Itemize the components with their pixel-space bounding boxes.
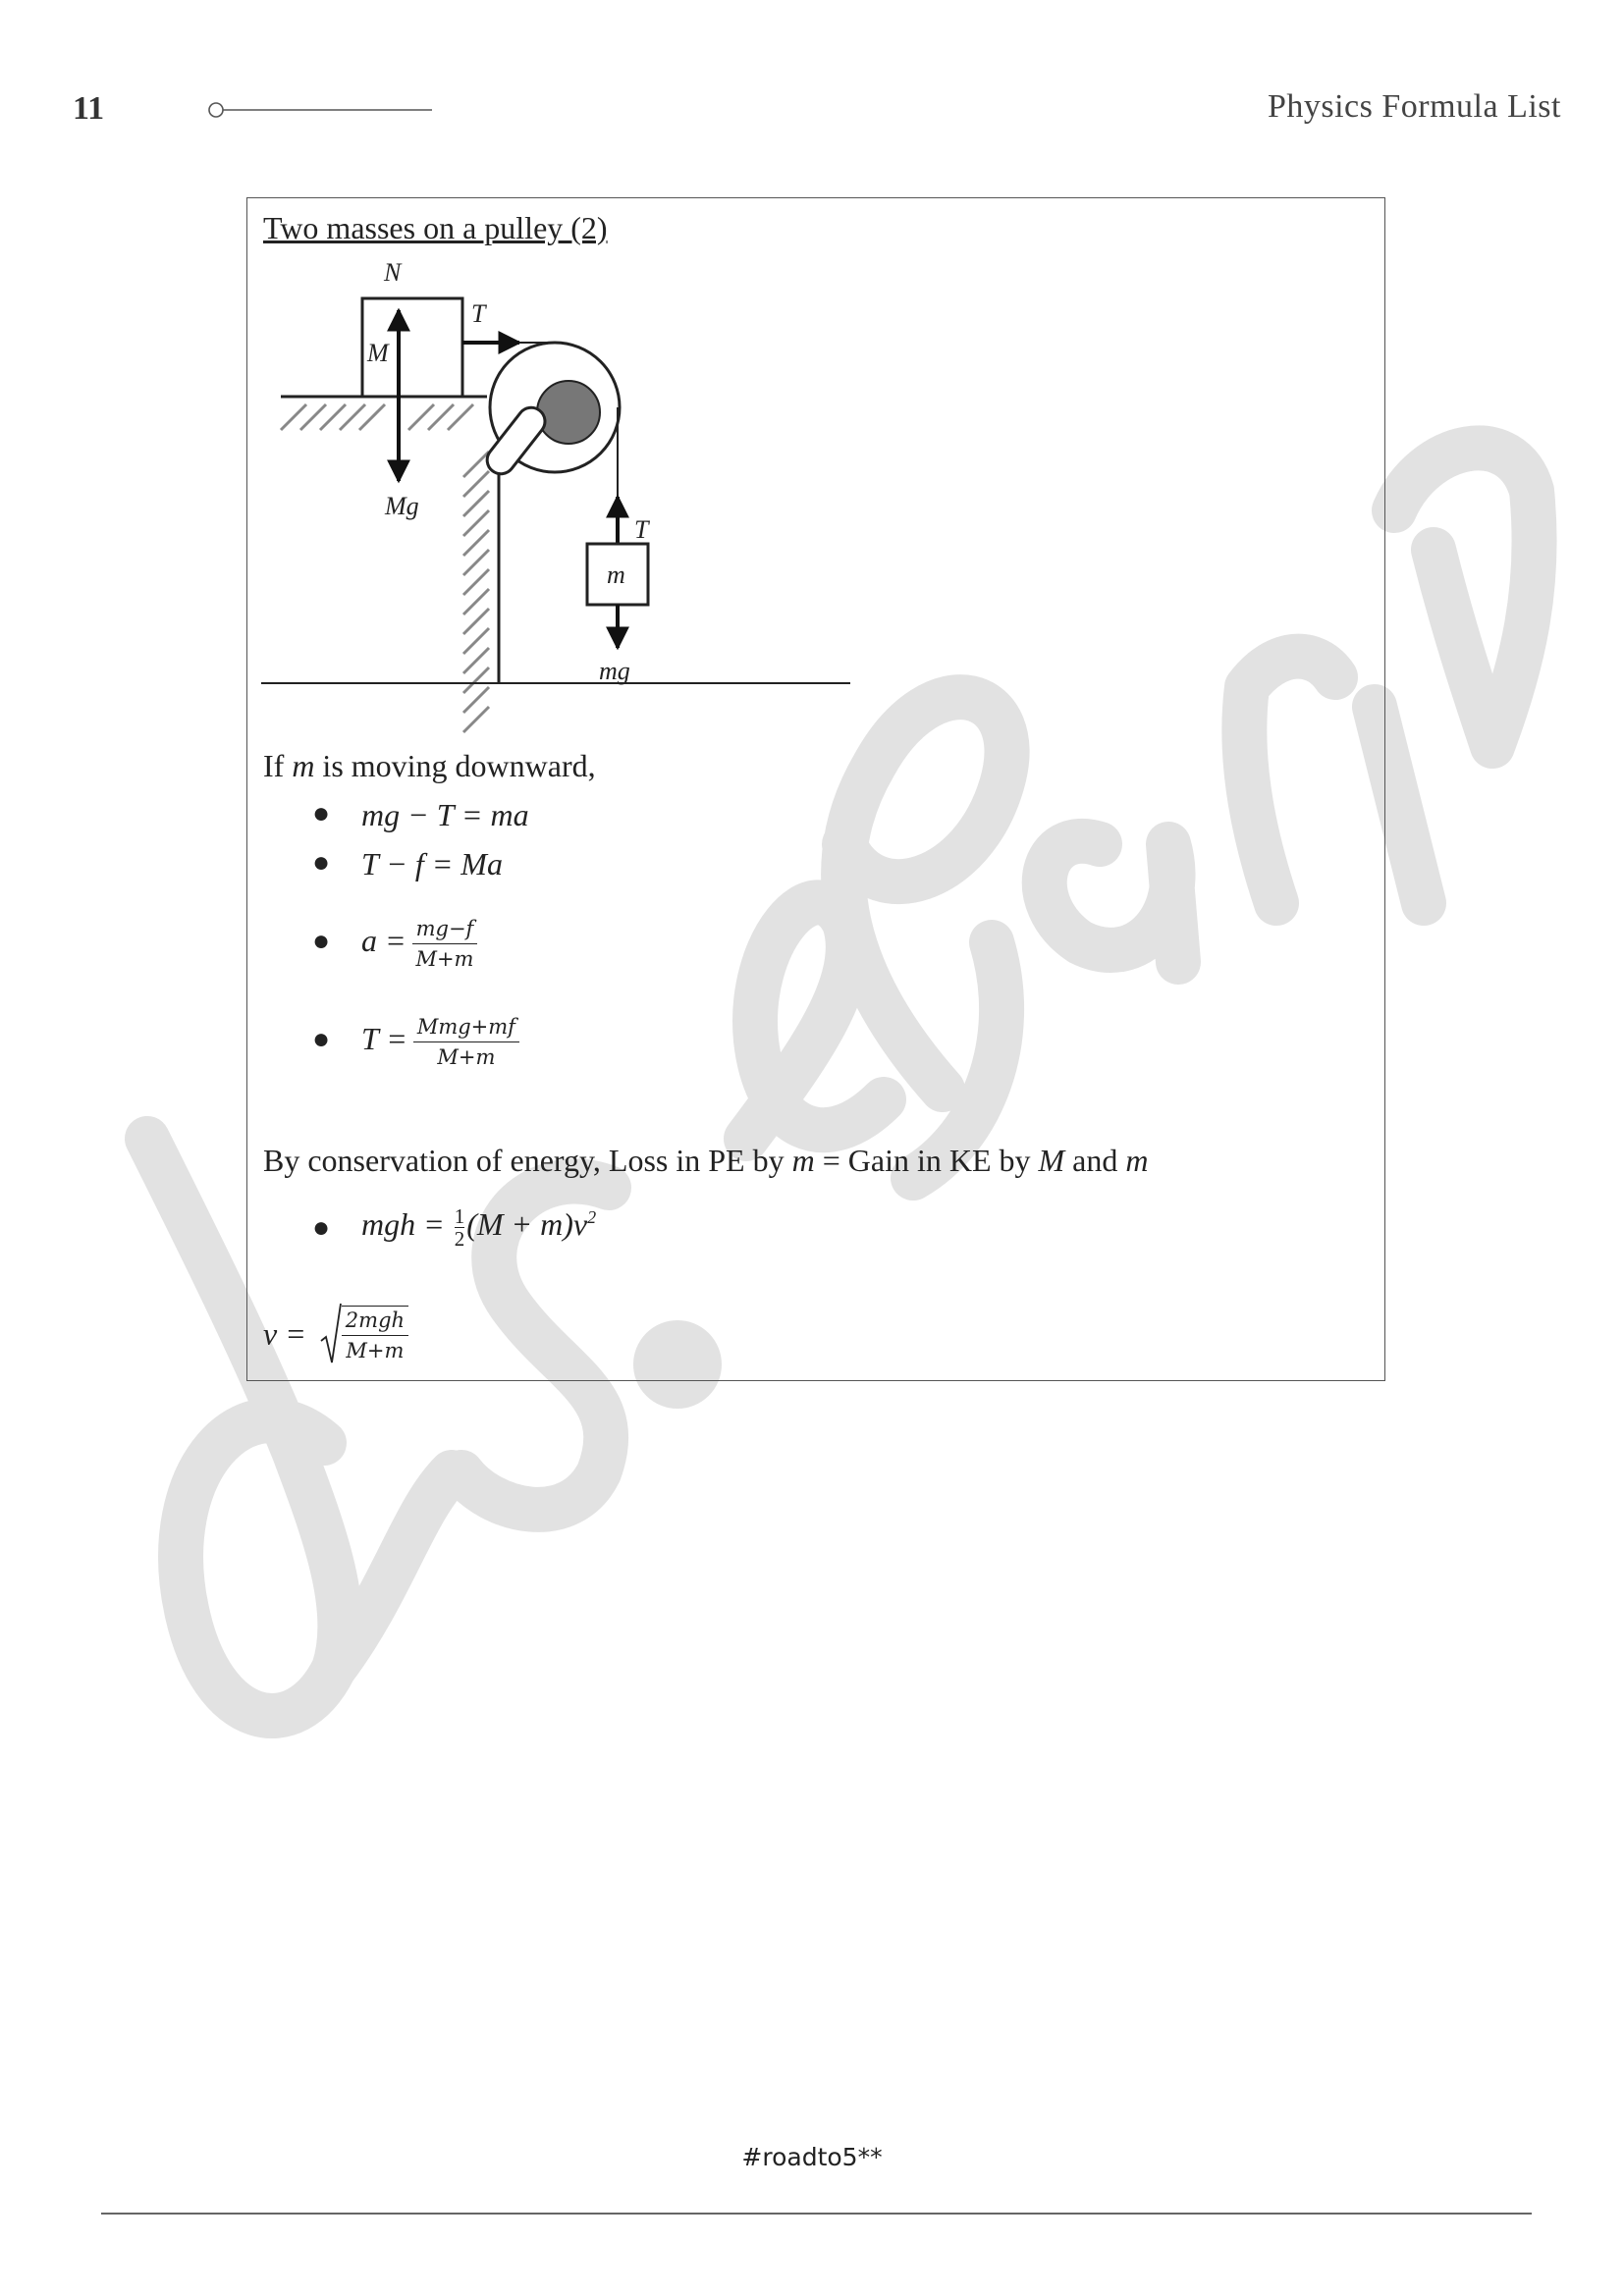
formula-box: Two masses on a pulley (2) N M T Mg T m mg If m is moving downward, ● mg − T = ma ● T − f = Ma ● a = $\frac{mg-f}{M+m}$ ● T = $\frac{\text{Mmg+mf}}{M+m}$ By conservation of energy, Loss in PE by m = Gain in KE by M and m ● mgh = $\frac{1}{2}$ $(M + m)v^2$ v = $\frac{\text{2mgh}}{M+m}$ bbox=[246, 197, 1385, 1381]
label-mg: mg bbox=[599, 657, 630, 685]
page-number: 11 bbox=[73, 90, 105, 127]
pulley-axle bbox=[537, 381, 600, 444]
table-hatching bbox=[281, 404, 473, 430]
intro-line: If m is moving downward, bbox=[263, 748, 596, 783]
wall-hatching bbox=[463, 452, 489, 732]
header-title: Physics Formula List bbox=[1267, 88, 1561, 125]
label-m: m bbox=[607, 561, 625, 589]
label-N: N bbox=[384, 258, 402, 287]
label-T-vertical: T bbox=[634, 515, 649, 544]
header-rule bbox=[208, 100, 432, 120]
energy-line: By conservation of energy, Loss in PE by m = Gain in KE by M and m bbox=[263, 1143, 1149, 1178]
velocity-equation: v = $\frac{\text{2mgh}}{M+m}$ bbox=[263, 1302, 408, 1366]
label-Mg: Mg bbox=[385, 492, 419, 520]
label-M: M bbox=[367, 339, 389, 367]
box-title: Two masses on a pulley (2) bbox=[263, 210, 608, 245]
footer-tag: #roadto5** bbox=[741, 2143, 883, 2171]
sqrt-sign bbox=[320, 1302, 342, 1366]
label-T-horizontal: T bbox=[471, 299, 486, 328]
footer-rule bbox=[101, 2213, 1532, 2215]
pulley-diagram bbox=[261, 253, 850, 738]
